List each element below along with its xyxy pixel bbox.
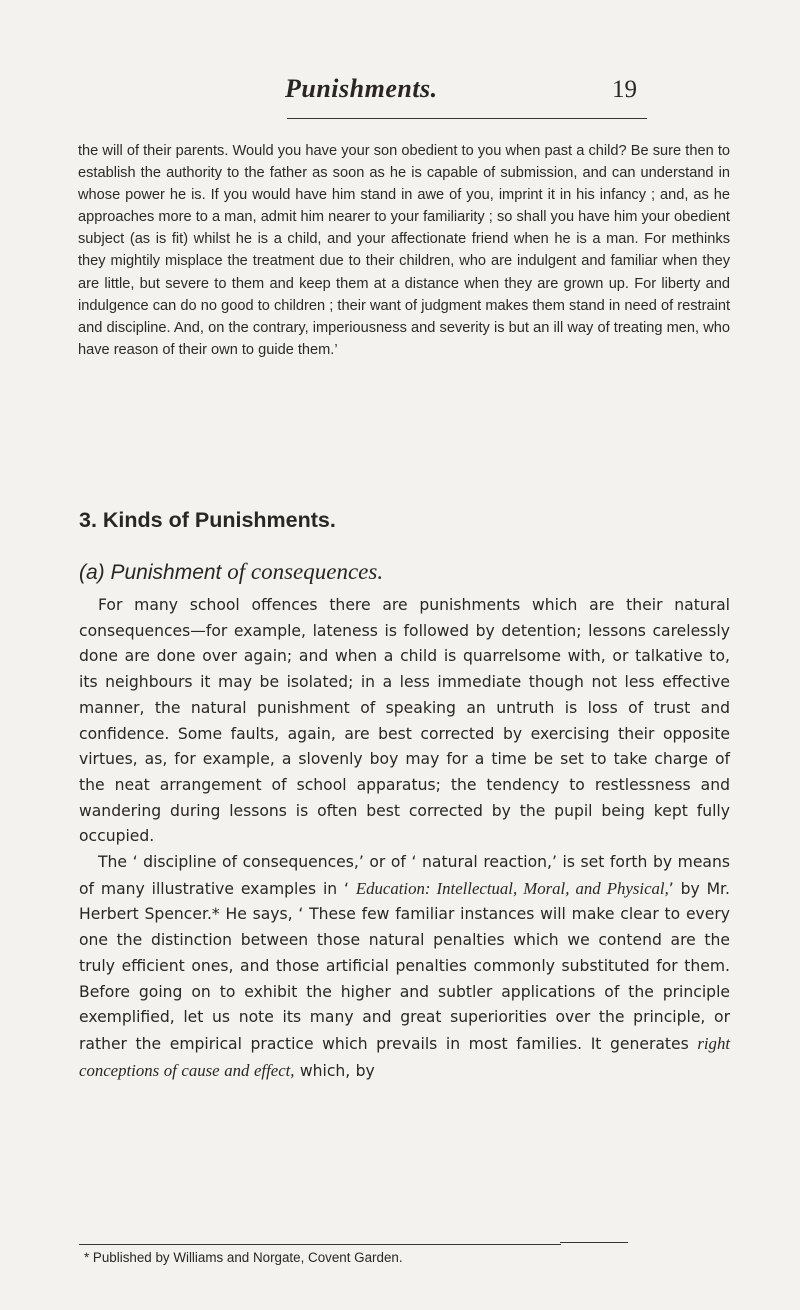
header-rule xyxy=(287,118,647,119)
body-text xyxy=(79,593,730,1084)
paragraph-2-text-2: ’ by Mr. Herbert Spencer.* He says, ‘ These few familiar instances will make clear to every one the distinction between those natural penalties which we contend are the truly efficient ones, and those artificial penalties commonly substituted for them. Before going on to exhibit the higher and subtler applications of the principle exemplified, let us note its many and great superiorities over the principle, or rather the empirical practice which prevails in most families. It generates xyxy=(79,879,730,1053)
emphasis-italic: right conceptions of cause and effect, xyxy=(79,1033,730,1080)
paragraph-2 xyxy=(79,850,730,1084)
section-heading: 3. Kinds of Punishments. xyxy=(79,508,336,532)
page-number: 19 xyxy=(612,76,637,103)
page-header xyxy=(0,46,800,103)
quoted-passage xyxy=(78,140,730,361)
paragraph-2-text-1: The ‘ discipline of consequences,’ or of ‘ natural reaction,’ is set forth by means of many illustrative examples in ‘ xyxy=(79,853,730,898)
book-title-italic: Education: Intellectual, Moral, and Physical, xyxy=(355,878,669,898)
paragraph-1: For many school offences there are punishments which are their natural consequences—for example, lateness is followed by detention; lessons carelessly done are done over again; and when a child is quarrelsome with, or talkative to, its neighbours it may be isolated; in a less immediate though not less effective manner, the natural punishment of speaking an untruth is loss of trust and confidence. Some faults, again, are best corrected by exercising their opposite virtues, as, for example, a slovenly boy may for a time be set to take charge of the neat arrangement of school apparatus; the tendency to restlessness and wandering during lessons is often best corrected by the pupil being kept fully occupied. xyxy=(79,596,730,846)
paragraph-2-text-3: which, by xyxy=(294,1061,375,1080)
subheading-part-a: (a) Punishment xyxy=(79,561,228,584)
footnote-rule xyxy=(79,1244,561,1245)
running-title: Punishments. xyxy=(285,74,438,103)
footnote: * Published by Williams and Norgate, Covent Garden. xyxy=(84,1250,403,1265)
subheading-part-b: of consequences. xyxy=(227,559,384,584)
footnote-rule-segment xyxy=(560,1242,628,1243)
quote-paragraph: the will of their parents. Would you have your son obedient to you when past a child? Be sure then to establish the authority to the father as soon as he is capable of submission, and can understand in whose power he is. If you would have him stand in awe of you, imprint it in his infancy ; and, as he approaches more to a man, admit him nearer to your familiarity ; so shall you have him your obedient subject (as is fit) whilst he is a child, and your affectionate friend when he is a man. For methinks they mightily misplace the treatment due to their children, who are indulgent and familiar when they are little, but severe to them and keep them at a distance when they are grown up. For liberty and indulgence can do no good to children ; their want of judgment makes them stand in need of restraint and discipline. And, on the contrary, imperiousness and severity is but an ill way of treating men, who have reason of their own to guide them.’ xyxy=(78,143,730,358)
subheading xyxy=(79,559,383,585)
